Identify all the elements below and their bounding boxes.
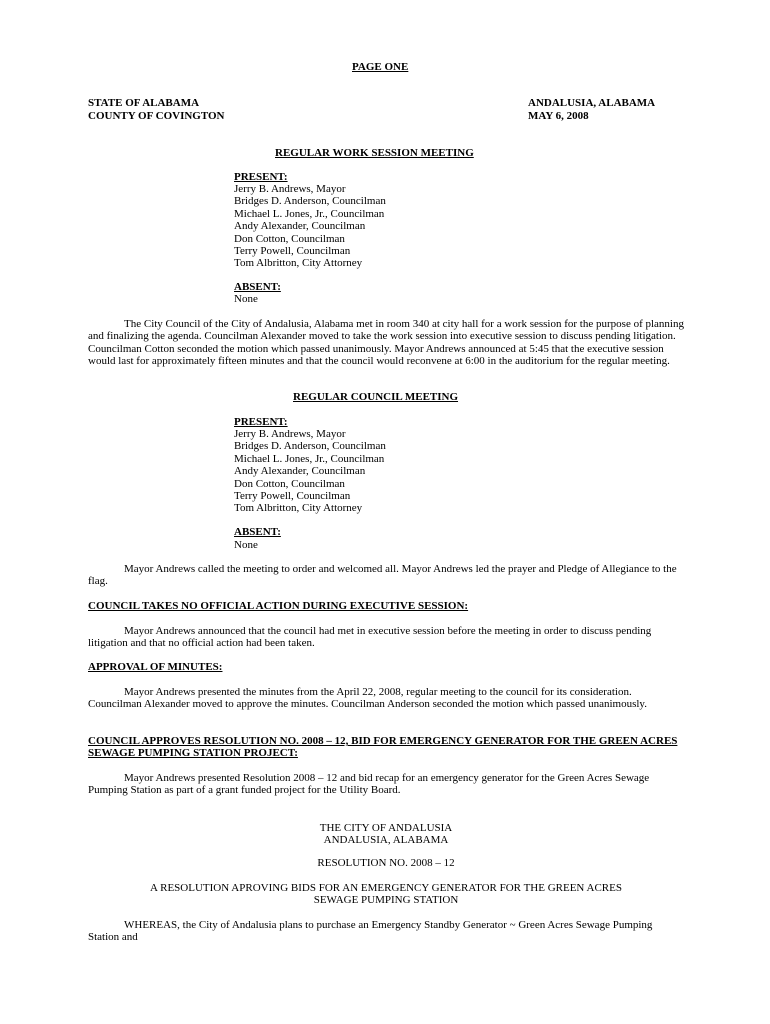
work-session-present-label: PRESENT:: [234, 171, 288, 183]
section-heading: COUNCIL TAKES NO OFFICIAL ACTION DURING EXECUTIVE SESSION:: [88, 600, 469, 612]
header-state: STATE OF ALABAMA: [88, 97, 200, 109]
resolution-number: RESOLUTION NO. 2008 – 12: [317, 857, 455, 869]
attendee: Tom Albritton, City Attorney: [234, 502, 363, 515]
work-session-present-list: [234, 183, 386, 270]
resolution-title-line2: SEWAGE PUMPING STATION: [313, 894, 459, 906]
resolution-whereas: WHEREAS, the City of Andalusia plans to purchase an Emergency Standby Generator ~ Green Acres Sewage Pumping Station and: [88, 919, 653, 944]
header-city: ANDALUSIA, ALABAMA: [528, 97, 656, 109]
attendee: Don Cotton, Councilman: [234, 477, 345, 490]
work-session-heading: REGULAR WORK SESSION MEETING: [275, 147, 474, 159]
attendee: Jerry B. Andrews, Mayor: [234, 428, 346, 440]
attendee: Bridges D. Anderson, Councilman: [234, 195, 386, 208]
section-heading: COUNCIL APPROVES RESOLUTION NO. 2008 – 12, BID FOR EMERGENCY GENERATOR FOR THE GREEN ACRES SEWAGE PUMPING STATION PROJECT:: [88, 735, 678, 760]
council-present-list: [234, 428, 386, 515]
attendee: Terry Powell, Councilman: [234, 245, 351, 258]
resolution-title-line1: A RESOLUTION APROVING BIDS FOR AN EMERGENCY GENERATOR FOR THE GREEN ACRES: [150, 882, 622, 894]
work-session-absent-label: ABSENT:: [234, 281, 281, 293]
section-paragraph: Mayor Andrews presented Resolution 2008 – 12 and bid recap for an emergency generator for the Green Acres Sewage Pumping Station as part of a grant funded project for the Utility Board.: [88, 772, 650, 797]
council-absent-label: ABSENT:: [234, 526, 281, 538]
resolution-city-line: THE CITY OF ANDALUSIA: [319, 822, 453, 834]
attendee: Tom Albritton, City Attorney: [234, 257, 363, 270]
page-title: PAGE ONE: [352, 61, 409, 73]
council-absent: None: [234, 539, 258, 551]
work-session-absent: None: [234, 293, 258, 305]
council-meeting-heading: REGULAR COUNCIL MEETING: [293, 391, 459, 403]
section-heading: APPROVAL OF MINUTES:: [88, 661, 223, 673]
attendee: Jerry B. Andrews, Mayor: [234, 183, 346, 195]
attendee: Michael L. Jones, Jr., Councilman: [234, 452, 385, 465]
attendee: Don Cotton, Councilman: [234, 232, 345, 245]
attendee: Andy Alexander, Councilman: [234, 465, 366, 478]
header-county: COUNTY OF COVINGTON: [88, 110, 225, 122]
header-date: MAY 6, 2008: [528, 110, 589, 122]
attendee: Michael L. Jones, Jr., Councilman: [234, 207, 385, 220]
council-present-label: PRESENT:: [234, 416, 288, 428]
section-paragraph: Mayor Andrews announced that the council had met in executive session before the meeting in order to discuss pending litigation and that no official action had been taken.: [88, 625, 652, 650]
section-paragraph: Mayor Andrews presented the minutes from the April 22, 2008, regular meeting to the council for its consideration. Councilman Alexander moved to approve the minutes. Councilman Anderson seconded the motion which passed unanimously.: [88, 686, 647, 711]
work-session-paragraph: The City Council of the City of Andalusia, Alabama met in room 340 at city hall for a work session for the purpose of planning and finalizing the agenda. Councilman Alexander moved to take the work session into executive session to discuss pending litigation. Councilman Cotton seconded the motion which passed unanimously. Mayor Andrews announced at 5:45 that the executive session would last for approximately fifteen minutes and that the council would reconvene at 6:00 in the auditorium for the regular meeting.: [88, 318, 684, 368]
council-meeting-paragraph: Mayor Andrews called the meeting to order and welcomed all. Mayor Andrews led the prayer and Pledge of Allegiance to the flag.: [88, 563, 677, 588]
attendee: Andy Alexander, Councilman: [234, 220, 366, 233]
attendee: Bridges D. Anderson, Councilman: [234, 440, 386, 453]
attendee: Terry Powell, Councilman: [234, 490, 351, 503]
resolution-state-line: ANDALUSIA, ALABAMA: [323, 834, 449, 846]
